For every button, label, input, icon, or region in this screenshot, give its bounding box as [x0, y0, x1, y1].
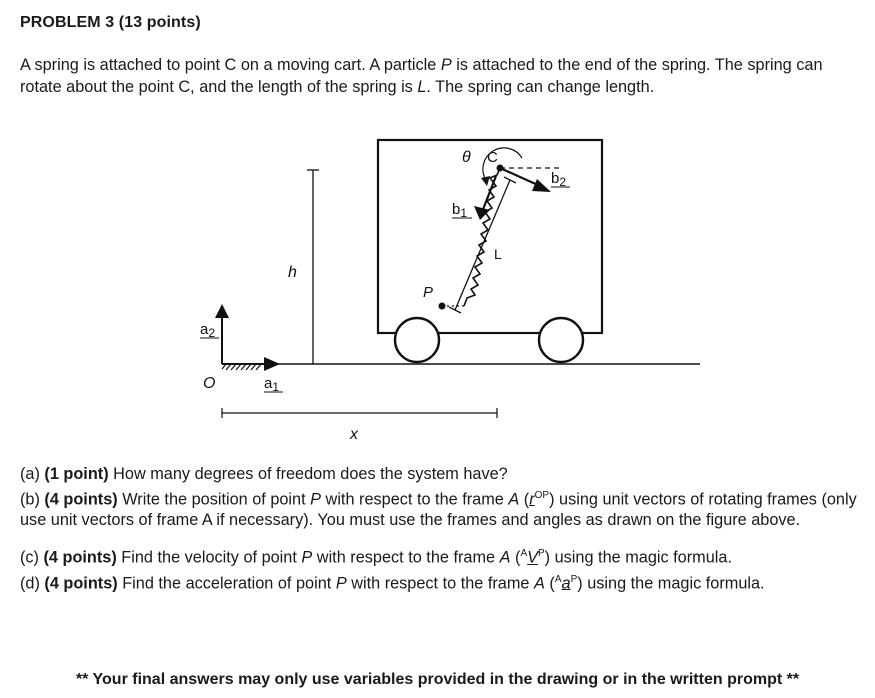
q-c-text-4: ) using the magic formula. — [544, 548, 732, 567]
label-o: O — [203, 375, 216, 392]
label-a2: $a_2$ — [200, 321, 216, 340]
spring — [464, 168, 500, 306]
q-d-vector-a: a — [561, 574, 571, 593]
q-c-var-p: P — [301, 548, 313, 567]
q-d-var-a: A — [534, 574, 545, 593]
question-a — [20, 464, 865, 485]
l-dimension-tick-bottom — [449, 307, 461, 313]
cart-body — [378, 140, 602, 333]
question-c — [20, 543, 865, 568]
theta-arc-arrowhead — [481, 176, 490, 186]
q-c-pre-sup: A — [520, 548, 528, 560]
intro-text-2: is attached to the end of the spring. The spring can rotate about the point C, and the length of the spring is — [20, 56, 823, 96]
q-a-points: (1 point) — [44, 465, 109, 483]
label-l: L — [494, 246, 502, 262]
q-b-var-a: A — [508, 490, 520, 509]
b1-arrowhead — [474, 206, 490, 220]
question-list — [20, 464, 865, 594]
q-b-text-3: ( — [519, 490, 530, 509]
q-d-var-p: P — [335, 574, 347, 593]
q-d-pre-sup: A — [554, 573, 562, 585]
q-b-var-p: P — [310, 490, 322, 509]
q-c-points: (4 points) — [43, 548, 117, 567]
intro-text-1: A spring is attached to point C on a moving cart. A particle — [20, 56, 441, 74]
label-p: P — [423, 284, 434, 301]
intro-var-l: L — [417, 78, 427, 96]
q-c-text-2: with respect to the frame — [312, 548, 500, 567]
q-d-sup: P — [570, 573, 578, 585]
q-b-vector-r: r — [529, 490, 535, 509]
problem-title: PROBLEM 3 (13 points) — [20, 14, 201, 31]
q-c-text-1: Find the velocity of point — [116, 548, 302, 567]
intro-var-p: P — [440, 56, 452, 74]
q-d-text-4: ) using the magic formula. — [577, 574, 765, 593]
cart-wheel-right — [539, 318, 583, 362]
q-d-points: (4 points) — [44, 574, 118, 593]
q-c-vector-v: V — [527, 548, 538, 567]
cart-wheel-left — [395, 318, 439, 362]
q-c-var-a: A — [499, 548, 511, 567]
q-b-text-2: with respect to the frame — [321, 490, 509, 509]
intro-text-3: . The spring can change length. — [426, 78, 655, 96]
q-c-sup: P — [537, 548, 545, 560]
q-b-sup: OP — [534, 490, 550, 501]
l-dimension-line — [455, 180, 510, 310]
b2-unit-vector — [500, 168, 540, 186]
label-theta: θ — [462, 149, 471, 166]
l-dimension-tick-top — [504, 177, 516, 183]
b2-arrowhead — [532, 179, 551, 192]
label-h: h — [288, 264, 297, 281]
label-c: C — [487, 149, 498, 166]
label-b1: $b_1$ — [452, 201, 468, 220]
question-b — [20, 485, 865, 531]
label-b2: $b_2$ — [551, 170, 567, 189]
q-c-text-3: ( — [510, 548, 521, 567]
q-b-points: (4 points) — [44, 490, 118, 509]
q-c-prefix: (c) — [20, 548, 44, 567]
label-x: x — [350, 426, 358, 443]
q-b-text-4: ) using unit vectors of rotating frames (only use unit vectors of frame A if necessary). You must use the frames and angles as drawn on the figure above. — [20, 490, 857, 530]
q-d-text-1: Find the acceleration of point — [117, 574, 336, 593]
q-b-prefix: (b) — [20, 490, 45, 509]
a1-arrowhead — [264, 357, 280, 371]
q-d-text-3: ( — [544, 574, 555, 593]
q-d-prefix: (d) — [20, 574, 45, 593]
label-a1: $a_1$ — [264, 375, 280, 394]
q-d-text-2: with respect to the frame — [346, 574, 535, 593]
a2-arrowhead — [215, 304, 229, 318]
q-a-prefix: (a) — [20, 465, 45, 483]
q-b-text-1: Write the position of point — [117, 490, 311, 509]
final-answer-note: ** Your final answers may only use variables provided in the drawing or in the written prompt ** — [75, 671, 800, 688]
question-d — [20, 569, 865, 594]
q-a-text: How many degrees of freedom does the system have? — [108, 465, 508, 483]
